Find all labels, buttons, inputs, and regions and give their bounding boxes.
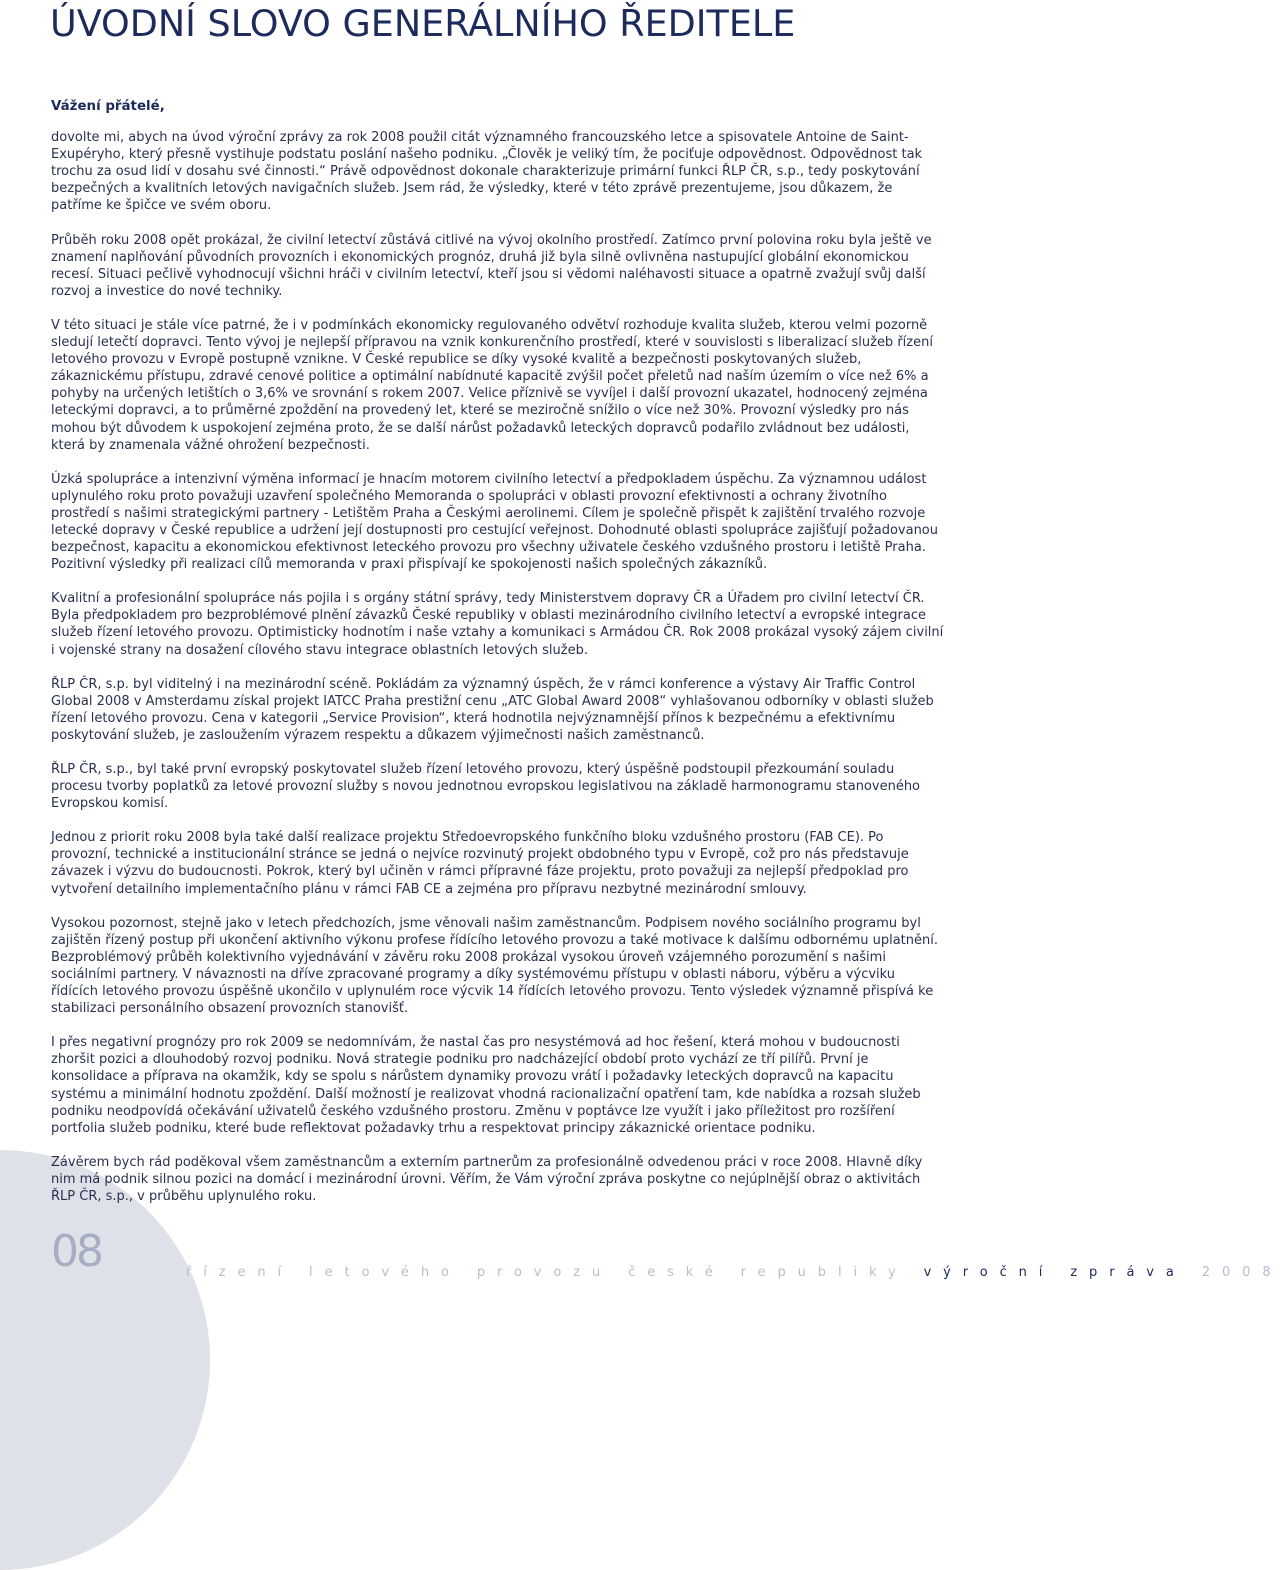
paragraph-5: Kvalitní a profesionální spolupráce nás pojila i s orgány státní správy, tedy Ministerstvem dopravy ČR a Úřadem pro civilní letectví ČR. Byla předpokladem pro bezproblémové plnění závazků České republiky v oblasti mezinárodního civilního letectví a evropské integrace služeb řízení letového provozu. Optimisticky hodnotím i naše vztahy a komunikaci s Armádou ČR. Rok 2008 prokázal vysoký zájem civilní i vojenské strany na dosažení cílového stavu integrace oblastních letových služeb. xyxy=(51,591,944,658)
footer-running-title xyxy=(186,1265,1283,1280)
paragraph-7: ŘLP ČR, s.p., byl také první evropský poskytovatel služeb řízení letového provozu, který úspěšně podstoupil přezkoumání souladu procesu tvorby poplatků za letové provozní služby s novou jednotnou evropskou legislativou na základě harmonogramu stanoveného Evropskou komisí. xyxy=(51,762,921,812)
paragraph-10: I přes negativní prognózy pro rok 2009 se nedomnívám, že nastal čas pro nesystémová ad hoc řešení, která mohou v budoucnosti zhoršit pozici a dlouhodobý rozvoj podniku. Nová strategie podniku pro nadcházející období proto vychází ze tří pilířů. První je konsolidace a příprava na okamžik, kdy se spolu s nárůstem dynamiky provozu vrátí i požadavky leteckých dopravců na kapacitu systému a minimální hodnotu zpoždění. Další možností je realizovat vhodná racionalizační opatření tam, kde nabídka a rozsah služeb podniku neodpovídá očekávání uživatelů českého vzdušného prostoru. Změnu v poptávce lze využít i jako příležitost pro rozšíření portfolia služeb podniku, které bude reflektovat požadavky trhu a respektovat principy zákaznické orientace podniku. xyxy=(51,1035,921,1136)
letter-body xyxy=(51,98,946,1222)
paragraph-2: Průběh roku 2008 opět prokázal, že civilní letectví zůstává citlivé na vývoj okolního prostředí. Zatímco první polovina roku byla ještě ve znamení naplňování původních provozních i ekonomických prognóz, druhá již byla silně ovlivněna nastupující globální ekonomickou recesí. Situaci pečlivě vyhodnocují všichni hráči v civilním letectví, kteří jsou si vědomi naléhavosti situace a opatrně zvažují svůj další rozvoj a investice do nové techniky. xyxy=(51,232,932,299)
footer-year: 2008 xyxy=(1201,1265,1283,1280)
paragraph-3: V této situaci je stále více patrné, že i v podmínkách ekonomicky regulovaného odvětví rozhoduje kvalita služeb, kterou velmi pozorně sledují letečtí dopravci. Tento vývoj je nejlepší přípravou na vznik konkurenčního prostředí, které v souvislosti s liberalizací služeb řízení letového provozu v Evropě postupně vznikne. V České republice se díky vysoké kvalitě a bezpečnosti poskytovaných služeb, zákaznickému přístupu, zdravé cenové politice a optimální nabídnuté kapacitě zvýšil počet přeletů nad naším územím o více než 6% a pohyby na určených letištích o 3,6% ve srovnání s rokem 2007. Velice příznivě se vyvíjel i další provozní ukazatel, hodnocený zejména leteckými dopravci, a to průměrné zpoždění na provedený let, které se meziročně snížilo o více než 30%. Provozní výsledky pro nás mohou být důvodem k uspokojení zejména proto, že se další nárůst požadavků leteckých dopravců podařilo zvládnout bez události, která by znamenala vážné ohrožení bezpečnosti. xyxy=(51,317,933,453)
footer-organization: řízení letového provozu české republiky xyxy=(186,1265,908,1280)
paragraph-6: ŘLP ČR, s.p. byl viditelný i na mezinárodní scéně. Pokládám za významný úspěch, že v rámci konference a výstavy Air Traffic Control Global 2008 v Amsterdamu získal projekt IATCC Praha prestižní cenu „ATC Global Award 2008“ vyhlašovanou odborníky v oblasti služeb řízení letového provozu. Cena v kategorii „Service Provision“, která hodnotila nejvýznamnější přínos k bezpečnému a efektivnímu poskytování služeb, je zasloužením výrazem respektu a důkazem výjimečnosti našich zaměstnanců. xyxy=(51,676,934,743)
paragraph-4: Úzká spolupráce a intenzivní výměna informací je hnacím motorem civilního letectví a předpokladem úspěchu. Za významnou událost uplynulého roku proto považuji uzavření společného Memoranda o spolupráci v oblasti provozní efektivnosti a ochrany životního prostředí s našimi strategickými partnery - Letištěm Praha a Českými aerolinemi. Cílem je společně přispět k zajištění trvalého rozvoje letecké dopravy v České republice a udržení její dostupnosti pro cestující veřejnost. Dohodnuté oblasti spolupráce zajišťují požadovanou bezpečnost, kapacitu a ekonomickou efektivnost leteckého provozu pro všechny uživatele českého vzdušného prostoru i letiště Praha. Pozitivní výsledky při realizaci cílů memoranda v praxi přispívají ke spokojenosti našich společných zákazníků. xyxy=(51,471,938,573)
greeting: Vážení přátelé, xyxy=(51,99,165,114)
page-number: 08 xyxy=(51,1226,101,1277)
paragraph-8: Jednou z priorit roku 2008 byla také další realizace projektu Středoevropského funkčního bloku vzdušného prostoru (FAB CE). Po provozní, technické a institucionální stránce se jedná o nejvíce rozvinutý projekt obdobného typu v Evropě, což pro nás představuje závazek i výzvu do budoucnosti. Pokrok, který byl učiněn v rámci přípravné fáze projektu, proto považuji za nejlepší předpoklad pro vytvoření detailního implementačního plánu v rámci FAB CE a zejména pro přípravu nezbytné mezinárodní smlouvy. xyxy=(51,830,909,897)
paragraph-11: Závěrem bych rád poděkoval všem zaměstnancům a externím partnerům za profesionálně odvedenou práci v roce 2008. Hlavně díky nim má podnik silnou pozici na domácí i mezinárodní úrovni. Věřím, že Vám výroční zpráva poskytne co nejúplnější obraz o aktivitách ŘLP ČR, s.p., v průběhu uplynulého roku. xyxy=(51,1154,923,1204)
footer-report-name: výroční zpráva xyxy=(923,1265,1186,1280)
paragraph-9: Vysokou pozornost, stejně jako v letech předchozích, jsme věnovali našim zaměstnancům. Podpisem nového sociálního programu byl zajištěn řízený postup při ukončení aktivního výkonu profese řídícího letového provozu a také motivace k dalšímu odbornému uplatnění. Bezproblémový průběh kolektivního vyjednávání v závěru roku 2008 prokázal vysokou úroveň vzájemného porozumění s našimi sociálními partnery. V návaznosti na dříve zpracované programy a díky systémovému přístupu v oblasti náboru, výběru a výcviku řídících letového provozu úspěšně ukončilo v uplynulém roce výcvik 14 řídících letového provozu. Tento výsledek významně přispívá ke stabilizaci personálního obsazení provozních stanovišť. xyxy=(51,915,939,1017)
paragraph-1: dovolte mi, abych na úvod výroční zprávy za rok 2008 použil citát významného francouzského letce a spisovatele Antoine de Saint-Exupéryho, který přesně vystihuje podstatu poslání našeho podniku. „Člověk je veliký tím, že pociťuje odpovědnost. Odpovědnost tak trochu za osud lidí v dosahu své činnosti.“ Právě odpovědnost dokonale charakterizuje primární funkci ŘLP ČR, s.p., tedy poskytování bezpečných a kvalitních letových navigačních služeb. Jsem rád, že výsledky, které v této zprávě prezentujeme, jsou důkazem, že patříme ke špičce ve svém oboru. xyxy=(51,130,923,214)
page-title: ÚVODNÍ SLOVO GENERÁLNÍHO ŘEDITELE xyxy=(50,2,796,45)
